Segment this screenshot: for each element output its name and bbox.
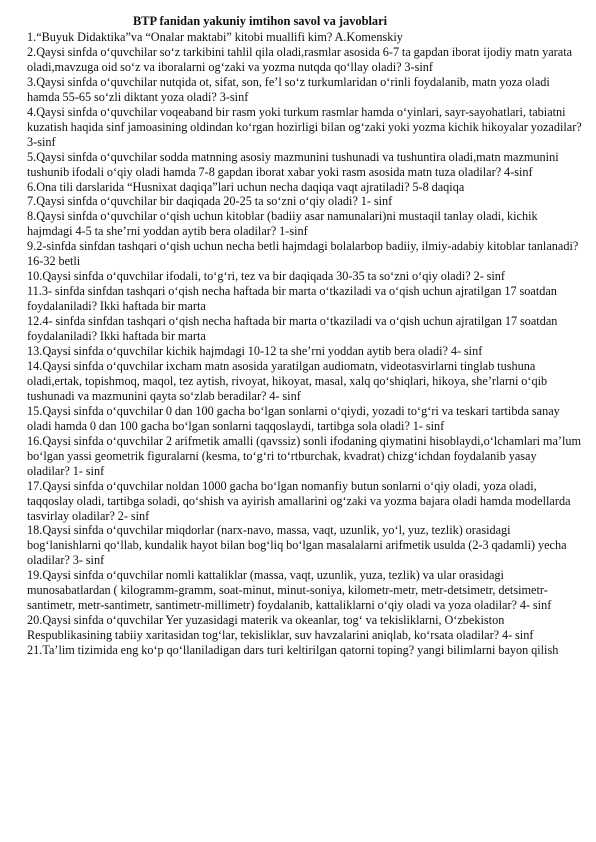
question-item: 10.Qaysi sinfda oʻquvchilar ifodali, toʻgʻri, tez va bir daqiqada 30-35 ta soʻzni oʻqiy oladi? 2- sinf bbox=[27, 269, 506, 284]
question-item: 18.Qaysi sinfda oʻquvchilar miqdorlar (narx-navo, massa, vaqt, uzunlik, yoʻl, yuz, tezlik) orasidagi bogʻlanishlarni qoʻllab, kundalik hayot bilan bogʻliq boʻlgan masalalarni arifmetik usulda (2-3 qadamli) yecha oladilar? 3- sinf bbox=[27, 523, 567, 568]
question-item: 9.2-sinfda sinfdan tashqari oʻqish uchun necha betli hajmdagi bolalarbop badiiy, ilmiy-adabiy kitoblar tanlanadi? 16-32 betli bbox=[27, 239, 579, 269]
question-item: 2.Qaysi sinfda oʻquvchilar soʻz tarkibini tahlil qila oladi,rasmlar asosida 6-7 ta gapdan iborat ijodiy matn yarata oladi,mavzuga oid soʻz va iboralarni ogʻzaki va yozma nutqda qoʻllay oladi? 3-sinf bbox=[27, 44, 573, 74]
question-item: 19.Qaysi sinfda oʻquvchilar nomli kattaliklar (massa, vaqt, uzunlik, yuza, tezlik) va ular orasidagi munosabatlardan ( kilogramm-gramm, soat-minut, minut-soniya, kilometr-metr, metr-detsimetr, detsimetr-santimetr, metr-santimetr, santimetr-millimetr) foydalanib, kattaliklarni oʻqiy oladi va yoza oladilar? 4- sinf bbox=[27, 568, 552, 613]
question-item: 7.Qaysi sinfda oʻquvchilar bir daqiqada 20-25 ta soʻzni oʻqiy oladi? 1- sinf bbox=[27, 194, 393, 209]
question-item: 6.Ona tili darslarida “Husnixat daqiqa”lari uchun necha daqiqa vaqt ajratiladi? 5-8 daqiqa bbox=[27, 179, 465, 194]
question-item: 4.Qaysi sinfda oʻquvchilar voqeaband bir rasm yoki turkum rasmlar hamda oʻyinlari, sayr-sayohatlari, tabiatni kuzatish haqida sinf jamoasining oldindan koʻrgan hozirligi bilan ogʻzaki yoki yozma kichik hikoyalar yozadilar? 3-sinf bbox=[27, 104, 582, 149]
question-item: 21.Taʼlim tizimida eng koʻp qoʻllaniladigan dars turi keltirilgan qatorni toping? yangi bilimlarni bayon qilish bbox=[27, 643, 559, 658]
question-item: 3.Qaysi sinfda oʻquvchilar nutqida ot, sifat, son, feʼl soʻz turkumlaridan oʻrinli foydalanib, matn yoza oladi hamda 55-65 soʻzli diktant yoza oladi? 3-sinf bbox=[27, 74, 550, 104]
question-list bbox=[27, 30, 582, 658]
question-item: 12.4- sinfda sinfdan tashqari oʻqish necha haftada bir marta oʻtkaziladi va oʻqish uchun ajratilgan 17 soatdan foydalaniladi? Ikki haftada bir marta bbox=[27, 314, 558, 344]
question-item: 14.Qaysi sinfda oʻquvchilar ixcham matn asosida yaratilgan audiomatn, videotasvirlarni tinglab tushuna oladi,ertak, topishmoq, maqol, tez aytish, rivoyat, hikoyat, masal, xalq qoʻshiqlari, hikoya, sheʼrlarni oʻqib tushunadi va mazmunini qayta soʻzlab beradilar? 4- sinf bbox=[27, 358, 548, 403]
question-item: 1.“Buyuk Didaktika”va “Onalar maktabi” kitobi muallifi kim? A.Komenskiy bbox=[27, 30, 403, 44]
question-item: 11.3- sinfda sinfdan tashqari oʻqish necha haftada bir marta oʻtkaziladi va oʻqish uchun ajratilgan 17 soatdan foydalaniladi? Ikki haftada bir marta bbox=[27, 284, 557, 314]
question-item: 8.Qaysi sinfda oʻquvchilar oʻqish uchun kitoblar (badiiy asar namunalari)ni mustaqil tanlay oladi, kichik hajmdagi 4-5 ta sheʼrni yoddan aytib bera oladilar? 1-sinf bbox=[27, 209, 538, 239]
question-item: 20.Qaysi sinfda oʻquvchilar Yer yuzasidagi materik va okeanlar, togʻ va tekisliklarni, Oʻzbekiston Respublikasining tabiiy xaritasidan togʻlar, tekisliklar, suv havzalarini aniqlab, koʻrsata oladilar? 4- sinf bbox=[27, 613, 534, 643]
document-title: BTP fanidan yakuniy imtihon savol va javoblari bbox=[133, 14, 388, 28]
question-item: 13.Qaysi sinfda oʻquvchilar kichik hajmdagi 10-12 ta sheʼrni yoddan aytib bera oladi? 4- sinf bbox=[27, 344, 483, 359]
question-item: 15.Qaysi sinfda oʻquvchilar 0 dan 100 gacha boʻlgan sonlarni oʻqiydi, yozadi toʻgʻri va teskari tartibda sanay oladi hamda 0 dan 100 gacha boʻlgan sonlarni taqqoslaydi, tartibga sola oladi? 1- sinf bbox=[27, 403, 560, 433]
question-item: 16.Qaysi sinfda oʻquvchilar 2 arifmetik amalli (qavssiz) sonli ifodaning qiymatini hisoblaydi,oʻlchamlari maʼlum boʻlgan yassi geometrik figuralarni (kesma, toʻgʻri toʻrtburchak, kvadrat) chizgʻichdan foydalanib yasay oladilar? 1- sinf bbox=[27, 433, 582, 478]
question-item: 17.Qaysi sinfda oʻquvchilar noldan 1000 gacha boʻlgan nomanfiy butun sonlarni oʻqiy oladi, yoza oladi, taqqoslay oladi, tartibga soladi, qoʻshish va ayirish amallarini ogʻzaki va yozma bajara oladi hamda modellarda tasvirlay oladilar? 2- sinf bbox=[27, 478, 571, 523]
question-item: 5.Qaysi sinfda oʻquvchilar sodda matnning asosiy mazmunini tushunadi va tushuntira oladi,matn mazmunini tushunib ifodali oʻqiy oladi hamda 7-8 gapdan iborat xabar yoki rasm asosida matn tuza oladilar? 4-sinf bbox=[27, 149, 559, 179]
